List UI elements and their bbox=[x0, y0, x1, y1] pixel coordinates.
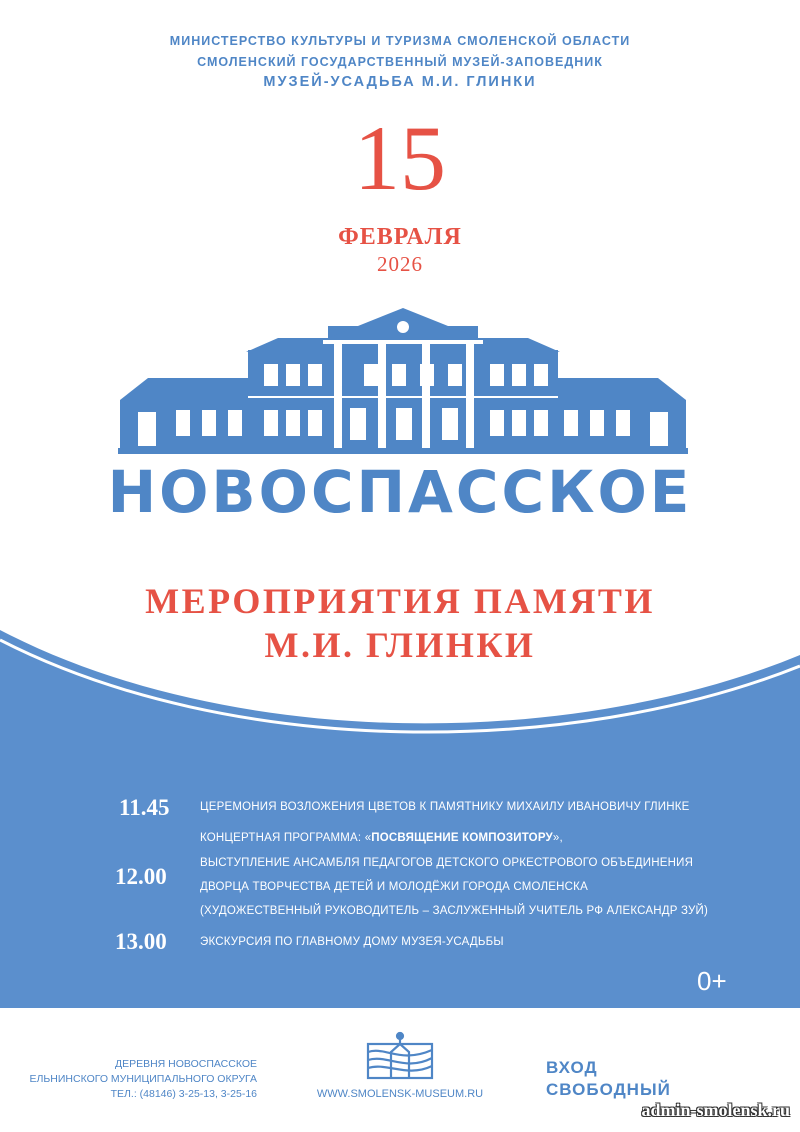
museum-logo-icon bbox=[365, 1030, 435, 1080]
event-year: 2026 bbox=[377, 252, 423, 276]
event-title-line1: МЕРОПРИЯТИЯ ПАМЯТИ bbox=[145, 581, 655, 621]
free-entry-line2: СВОБОДНЫЙ bbox=[546, 1080, 671, 1099]
museum-reserve-name: СМОЛЕНСКИЙ ГОСУДАРСТВЕННЫЙ МУЗЕЙ-ЗАПОВЕДНИК bbox=[197, 55, 603, 69]
phone-line: ТЕЛ.: (48146) 3-25-13, 3-25-16 bbox=[110, 1088, 257, 1100]
schedule-time: 11.45 bbox=[119, 795, 170, 820]
schedule-time: 13.00 bbox=[115, 929, 167, 954]
schedule-text: ВЫСТУПЛЕНИЕ АНСАМБЛЯ ПЕДАГОГОВ ДЕТСКОГО ОРКЕСТРОВОГО ОБЪЕДИНЕНИЯ bbox=[200, 857, 694, 869]
ministry-name: МИНИСТЕРСТВО КУЛЬТУРЫ И ТУРИЗМА СМОЛЕНСКОЙ ОБЛАСТИ bbox=[169, 34, 631, 48]
schedule-text-program: КОНЦЕРТНАЯ ПРОГРАММА: «ПОСВЯЩЕНИЕ КОМПОЗИТОРУ», bbox=[200, 832, 563, 844]
schedule-text: ЦЕРЕМОНИЯ ВОЗЛОЖЕНИЯ ЦВЕТОВ К ПАМЯТНИКУ МИХАИЛУ ИВАНОВИЧУ ГЛИНКЕ bbox=[200, 801, 690, 813]
schedule-text: ЭКСКУРСИЯ ПО ГЛАВНОМУ ДОМУ МУЗЕЯ-УСАДЬБЫ bbox=[200, 936, 504, 948]
event-month: ФЕВРАЛЯ bbox=[338, 224, 462, 250]
address-line: ДЕРЕВНЯ НОВОСПАССКОЕ bbox=[114, 1058, 257, 1070]
free-entry-line1: ВХОД bbox=[546, 1058, 598, 1077]
schedule-text: (ХУДОЖЕСТВЕННЫЙ РУКОВОДИТЕЛЬ – ЗАСЛУЖЕННЫЙ УЧИТЕЛЬ РФ АЛЕКСАНДР ЗУЙ) bbox=[200, 905, 709, 917]
museum-estate-name: МУЗЕЙ-УСАДЬБА М.И. ГЛИНКИ bbox=[263, 74, 537, 90]
program-title: ПОСВЯЩЕНИЕ КОМПОЗИТОРУ bbox=[371, 832, 553, 844]
website-link[interactable]: WWW.SMOLENSK-MUSEUM.RU bbox=[316, 1088, 484, 1100]
place-title: НОВОСПАССКОЕ bbox=[107, 458, 693, 526]
manor-house-icon bbox=[118, 300, 688, 460]
address-line: ЕЛЬНИНСКОГО МУНИЦИПАЛЬНОГО ОКРУГА bbox=[29, 1073, 257, 1085]
schedule-time: 12.00 bbox=[115, 864, 167, 889]
schedule-text: ДВОРЦА ТВОРЧЕСТВА ДЕТЕЙ И МОЛОДЁЖИ ГОРОДА СМОЛЕНСКА bbox=[200, 881, 588, 893]
age-rating-badge: 0+ bbox=[697, 966, 727, 996]
event-day: 15 bbox=[354, 107, 446, 209]
event-title-line2: М.И. ГЛИНКИ bbox=[264, 625, 536, 665]
watermark: admin-smolensk.ru bbox=[641, 1100, 790, 1120]
